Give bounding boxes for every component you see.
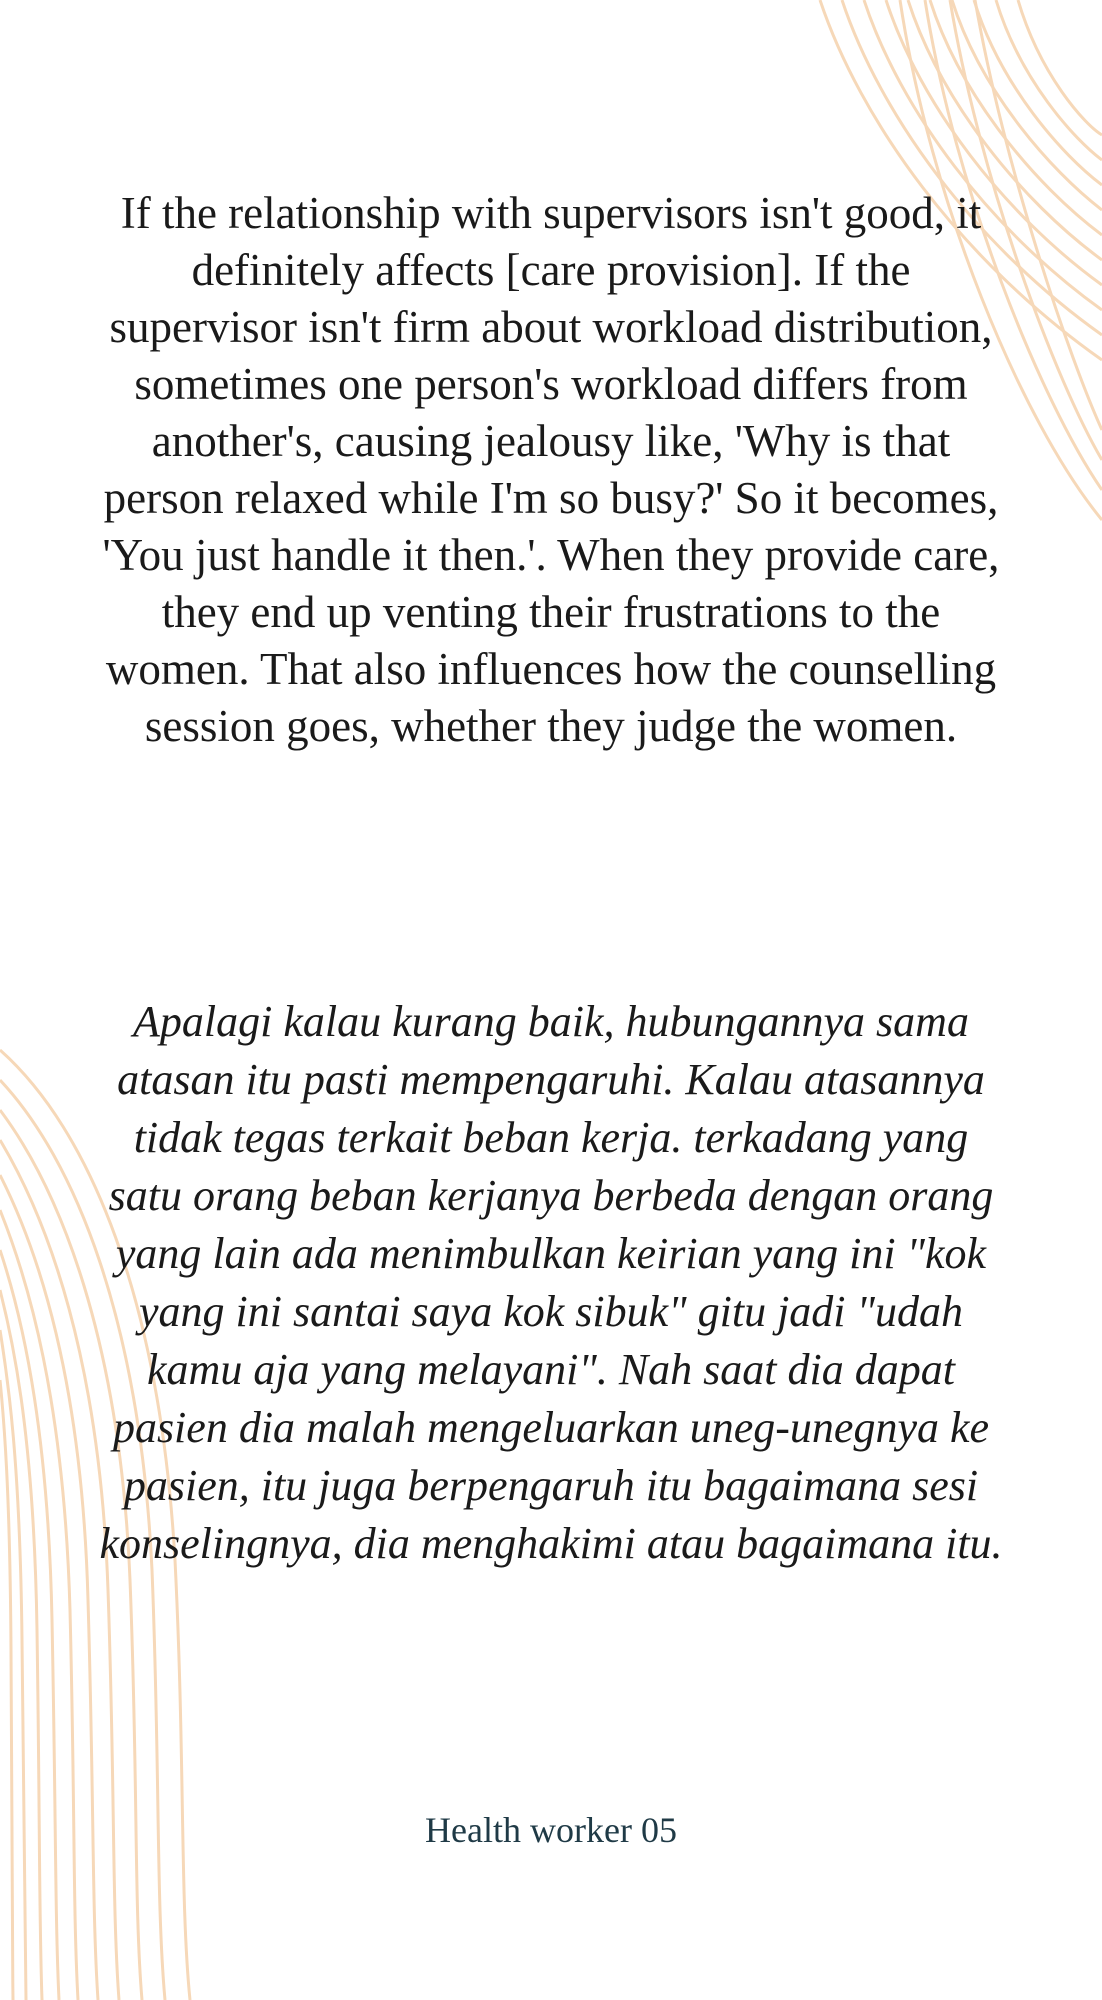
attribution: Health worker 05 (425, 1810, 677, 1850)
english-quote: If the relationship with supervisors isn't good, it definitely affects [care provision]. If the supervisor isn't firm about workload distribution, sometimes one person's workload differs from another's, causing jealousy like, 'Why is that person relaxed while I'm so busy?' So it becomes, 'You just handle it then.'. When they provide care, they end up venting their frustrations to the women. That also influences how the counselling session goes, whether they judge the women. (102, 188, 1000, 751)
indonesian-quote: Apalagi kalau kurang baik, hubungannya sama atasan itu pasti mempengaruhi. Kalau atasannya tidak tegas terkait beban kerja. terkadang yang satu orang beban kerjanya berbeda dengan orang yang lain ada menimbulkan keirian yang ini "kok yang ini santai saya kok sibuk" gitu jadi "udah kamu aja yang melayani". Nah saat dia dapat pasien dia malah mengeluarkan uneg-unegnya ke pasien, itu juga berpengaruh itu bagaimana sesi konselingnya, dia menghakimi atau bagaimana itu. (99, 997, 1003, 1568)
